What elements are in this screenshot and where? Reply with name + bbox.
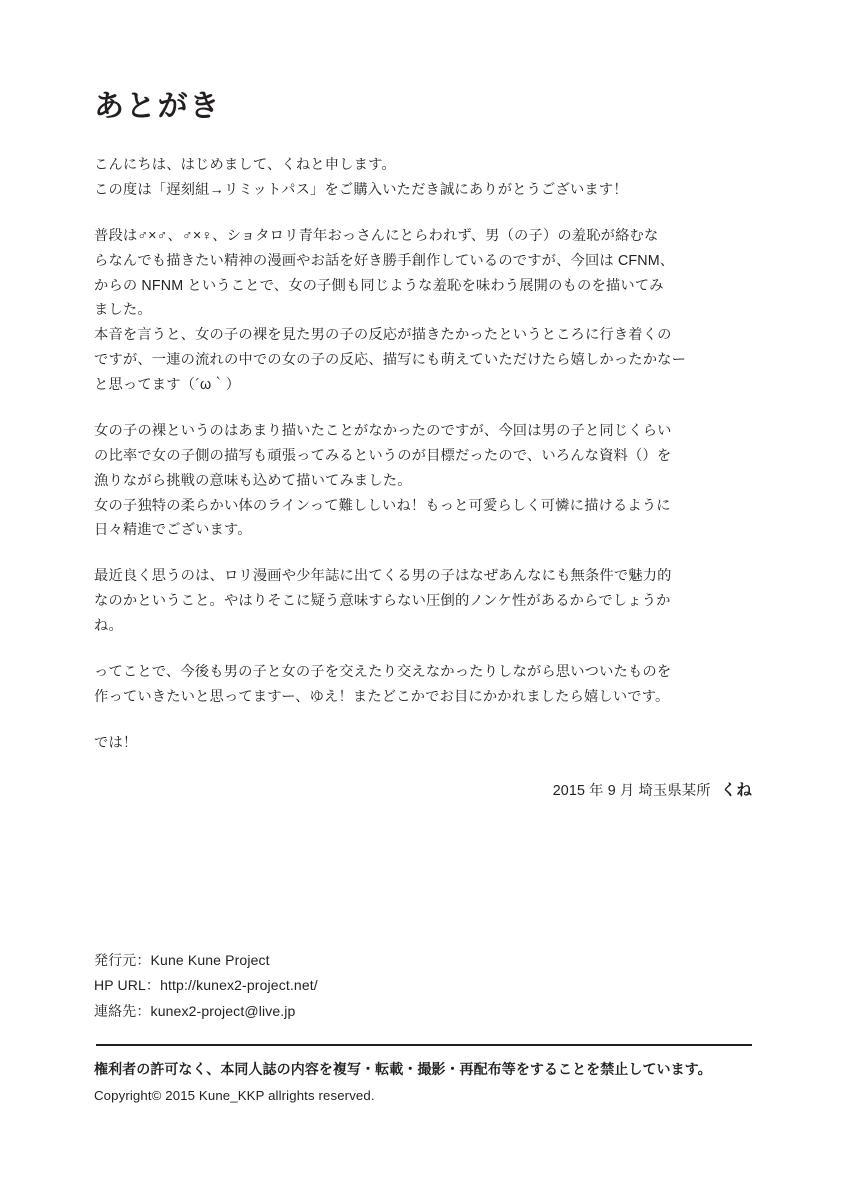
afterword-paragraph-6 [94,731,752,756]
contact-line: 連絡先：kunex2-project@live.jp [94,1002,296,1019]
text-line: ですが、一連の流れの中での女の子の反応、描写にも萌えていただけたら嬉しかったかなー [94,352,687,369]
text-line: 日々精進でございます。 [94,522,252,539]
text-line: なのかということ。やはりそこに疑う意味すらない圧倒的ノンケ性があるからでしょうか [94,593,671,610]
text-line: 最近良く思うのは、ロリ漫画や少年誌に出てくる男の子はなぜあんなにも無条件で魅力的 [94,568,672,585]
text-line: こんにちは、はじめまして、くねと申します。 [94,157,396,173]
afterword-paragraph-5 [94,660,752,710]
text-line: では！ [94,734,138,751]
copyright-line: Copyright© 2015 Kune_KKP allrights reserved. [94,1087,375,1103]
signature [94,778,752,800]
homepage-url-line: HP URL：http://kunex2-project.net/ [94,977,318,994]
text-line: からの NFNM ということで、女の子側も同じような羞恥を味わう展開のものを描いてみ [94,277,664,294]
text-line: 漁りながら挑戦の意味も込めて描いてみました。 [94,472,412,489]
afterword-paragraph-1 [94,153,752,203]
footer-block [94,1058,762,1107]
afterword-paragraph-2 [94,224,752,398]
afterword-section [94,90,752,800]
text-line: 女の子独特の柔らかい体のラインって難ししいね！もっと可愛らしく可憐に描けるように [94,497,671,514]
afterword-paragraph-4 [94,564,752,639]
text-line: と思ってます（´ω｀） [94,377,241,393]
text-line: 普段は♂×♂、♂×♀、ショタロリ青年おっさんにとらわれず、男（の子）の羞恥が絡むな [94,227,659,244]
text-line: この度は「遅刻組→リミットパス」をご購入いただき誠にありがとうございます！ [94,181,628,198]
text-line: ました。 [94,302,152,319]
afterword-paragraph-3 [94,419,752,543]
signature-date: 2015 年 9 月 埼玉県某所 [552,782,711,799]
text-line: の比率で女の子側の描写も頑張ってみるというのが目標だったので、いろんな資料（）を [94,447,672,464]
page-title: あとがき [94,90,222,123]
colophon-block [94,948,752,1024]
text-line: らなんでも描きたい精神の漫画やお話を好き勝手創作しているのですが、今回は CFNM、 [94,252,675,269]
publisher-line: 発行元：Kune Kune Project [94,952,270,968]
horizontal-divider [96,1044,752,1046]
signature-name: くね [720,781,752,799]
text-line: 女の子の裸というのはあまり描いたことがなかったのですが、今回は男の子と同じくらい [94,422,672,439]
copyright-notice: 権利者の許可なく、本同人誌の内容を複写・転載・撮影・再配布等をすることを禁止しています。 [94,1061,712,1077]
text-line: 作っていきたいと思ってますー、ゆえ！またどこかでお目にかかれましたら嬉しいです。 [94,688,670,705]
text-line: ね。 [94,618,123,634]
text-line: 本音を言うと、女の子の裸を見た男の子の反応が描きたかったというところに行き着くの [94,327,672,344]
text-line: ってことで、今後も男の子と女の子を交えたり交えなかったりしながら思いついたものを [94,663,672,680]
